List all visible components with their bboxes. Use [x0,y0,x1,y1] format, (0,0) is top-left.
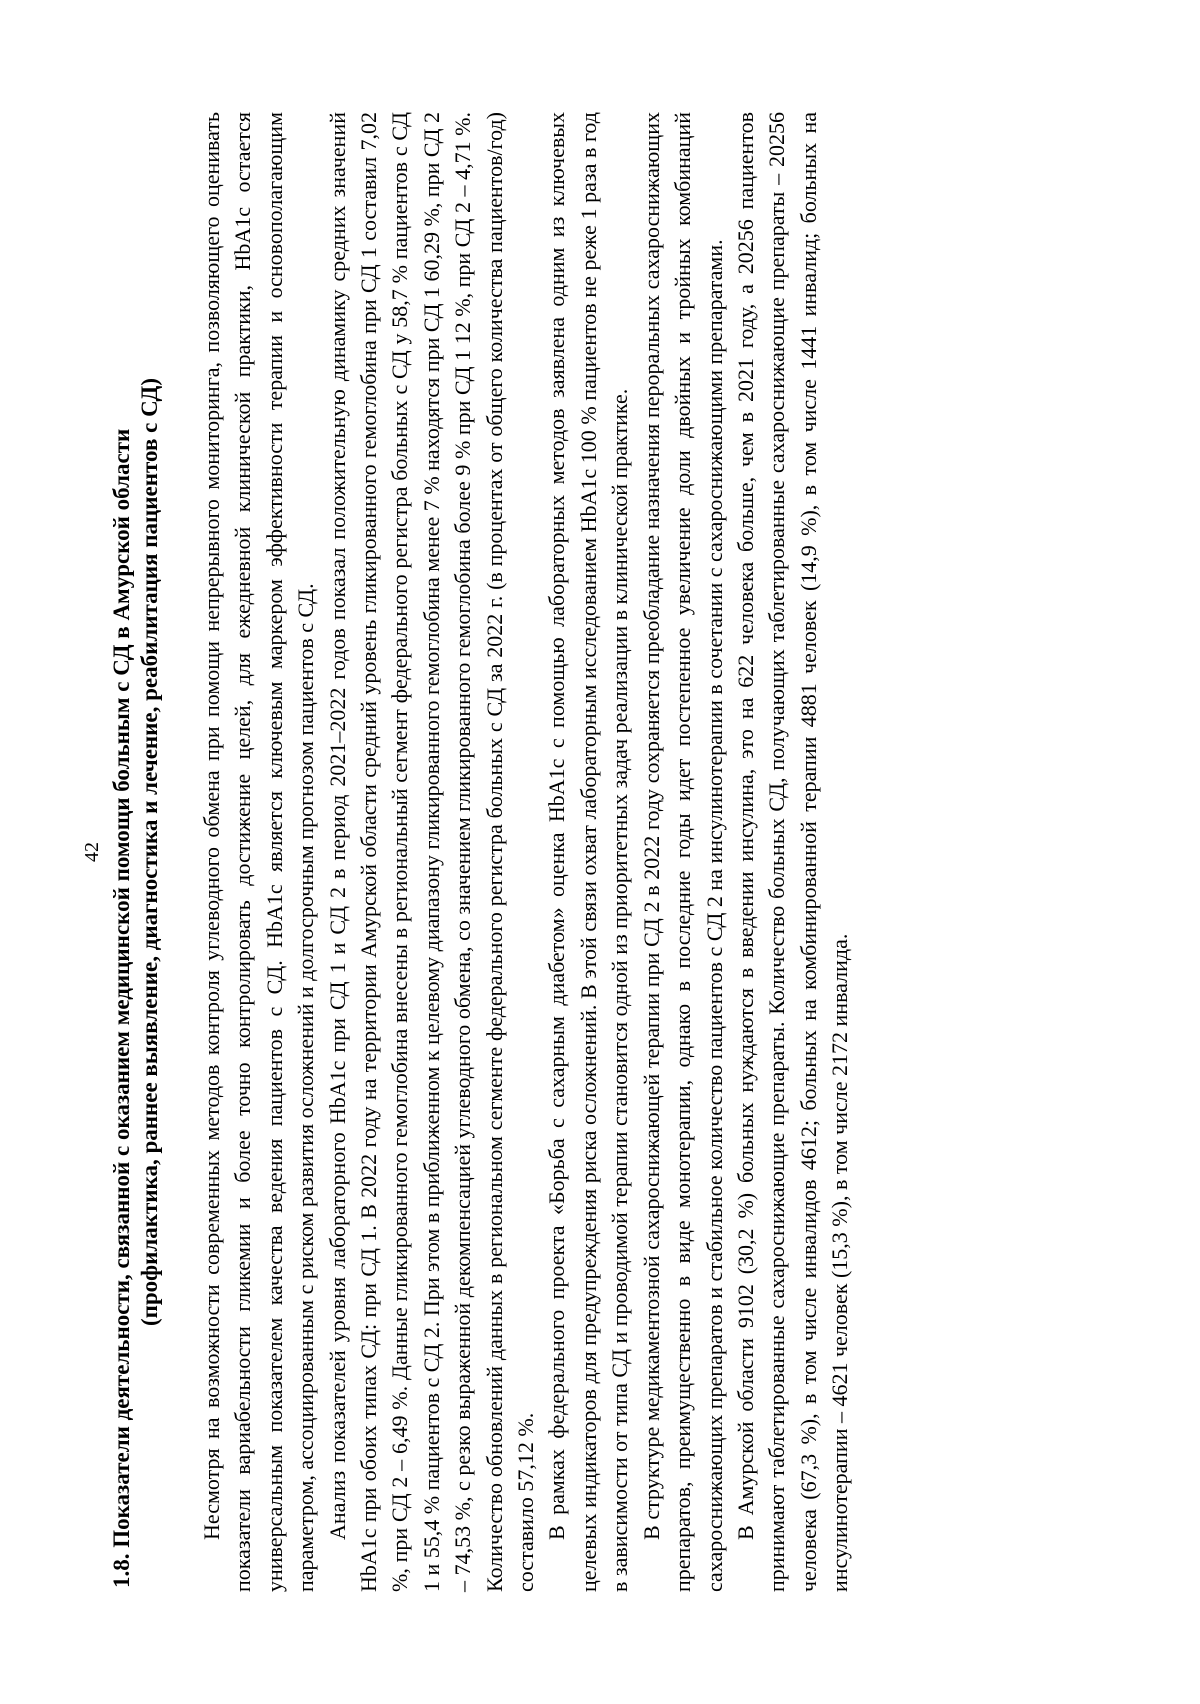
paragraph-hba1c-analysis: Анализ показателей уровня лабораторного HbA1c при СД 1 и СД 2 в период 2021–2022 годов показал положительную динамику средних значений HbA1c при обоих типах СД: при СД 1. В 2022 году на территории Амурской области средний уровень гликированного гемоглобина при СД 1 составил 7,02 %, при СД 2 – 6,49 %. Данные гликированного гемоглобина внесены в региональный сегмент федерального регистра больных с СД у 58,7 % пациентов с СД 1 и 55,4 % пациентов с СД 2. При этом в приближенном к целевому диапазону гликированного гемоглобина менее 7 % находятся при СД 1 60,29 %, при СД 2 – 74,53 %, с резко выраженной декомпенсацией углеводного обмена, со значением гликированного гемоглобина более 9 % при СД 1 12 %, при СД 2 – 4,71 %. Количество обновлений данных в региональном сегменте федерального регистра больных с СД за 2022 г. (в процентах от общего количества пациентов/год) составило 57,12 %. [324,112,539,1592]
paragraph-federal-project: В рамках федерального проекта «Борьба с сахарным диабетом» оценка HbA1c с помощью лабораторных методов заявлена одним из ключевых целевых индикаторов для предупреждения риска осложнений. В этой связи охват лабораторным исследованием HbA1c 100 % пациентов не реже 1 раза в год в зависимости от типа СД и проводимой терапии становится одной из приоритетных задач реализации в клинической практике. [544,112,633,1592]
page-number: 42 [81,842,103,862]
body-text [196,112,856,1592]
paragraph-amur-statistics: В Амурской области 9102 (30,2 %) больных нуждаются в введении инсулина, это на 622 человека больше, чем в 2021 году, а 20256 пациентов принимают таблетированные сахароснижающие препараты. Количество больных СД, получающих таблетированные сахароснижающие препараты – 20256 человека (67,3 %), в том числе инвалидов 4612; больных на комбинированной терапии 4881 человек (14,9 %), в том числе 1441 инвалид; больных на инсулинотерапии – 4621 человек (15,3 %), в том числе 2172 инвалида. [732,112,853,1592]
section-heading-line-2: (профилактика, раннее выявление, диагностика и лечение, реабилитация пациентов с СД) [137,377,162,1327]
section-heading [108,112,164,1592]
paragraph-therapy-structure: В структуре медикаментозной сахароснижающей терапии при СД 2 в 2022 году сохраняется преобладание назначения пероральных сахароснижающих препаратов, преимущественно в виде монотерапии, однако в последние годы идет постепенное увеличение доли двойных и тройных комбинаций сахароснижающих препаратов и стабильное количество пациентов с СД 2 на инсулинотерапии в сочетании с сахароснижающими препаратами. [638,112,727,1592]
rotated-content [80,112,1120,1592]
section-heading-line-1: 1.8. Показатели деятельности, связанной с оказанием медицинской помощи больным с СД в Амурской области [109,428,134,1588]
paragraph-hba1c-intro: Несмотря на возможности современных методов контроля углеводного обмена при помощи непрерывного мониторинга, позволяющего оценивать показатели вариабельности гликемии и более точно контролировать достижение целей, для ежедневной клинической практики, HbA1c остается универсальным показателем качества ведения пациентов с СД. HbA1c является ключевым маркером эффективности терапии и основополагающим параметром, ассоциированным с риском развития осложнений и долгосрочным прогнозом пациентов с СД. [199,112,319,1592]
